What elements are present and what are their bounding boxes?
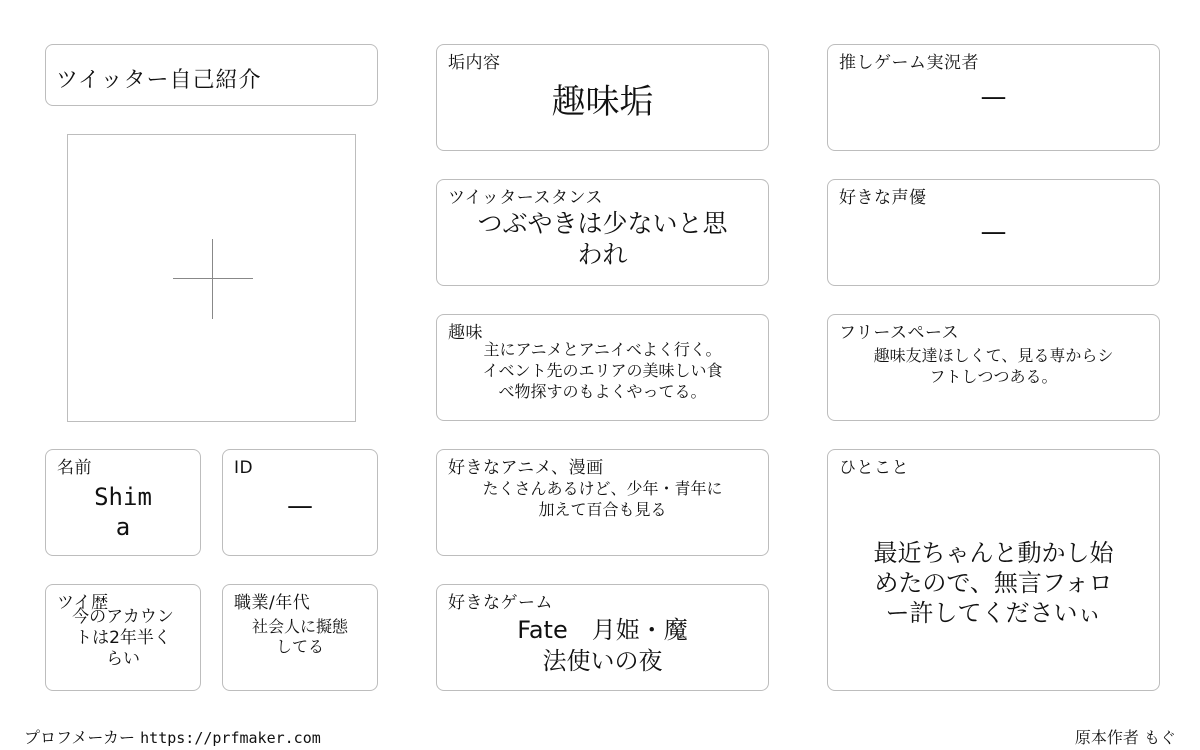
name-card: [45, 449, 201, 556]
occupation-card: [222, 584, 378, 691]
favorite-streamer-label: 推しゲーム実況者: [839, 53, 979, 73]
comment-card: [827, 449, 1160, 691]
twitter-history-card: [45, 584, 201, 691]
twitter-stance-card: [436, 179, 769, 286]
account-content-card: [436, 44, 769, 151]
favorite-voice-actor-card: [827, 179, 1160, 286]
footer-brand-name: プロフメーカー: [24, 728, 136, 747]
plus-icon: [212, 239, 213, 319]
hobby-label: 趣味: [448, 323, 483, 343]
comment-value: 最近ちゃんと動かし始 めたので、無言フォロ ー許してくださいぃ: [873, 539, 1114, 627]
favorite-game-card: [436, 584, 769, 691]
free-space-value: 趣味友達ほしくて、見る専からシ フトしつつある。: [873, 346, 1114, 386]
favorite-streamer-value: —: [980, 82, 1007, 112]
id-card: [222, 449, 378, 556]
avatar-image-placeholder[interactable]: [67, 134, 356, 422]
favorite-voice-actor-label: 好きな声優: [839, 188, 927, 208]
hobby-card: [436, 314, 769, 421]
title-card: [45, 44, 378, 106]
id-value: —: [287, 491, 313, 521]
account-content-value: 趣味垢: [551, 82, 654, 122]
favorite-anime-label: 好きなアニメ、漫画: [448, 458, 604, 478]
favorite-voice-actor-value: —: [980, 217, 1007, 247]
twitter-stance-label: ツイッタースタンス: [448, 188, 603, 208]
twitter-stance-value: つぶやきは少ないと思 われ: [477, 209, 728, 269]
twitter-history-label: ツイ歴: [57, 593, 109, 613]
plus-icon: [173, 278, 253, 279]
occupation-label: 職業/年代: [234, 593, 311, 613]
twitter-history-value: 今のアカウン トは2年半く らい: [72, 607, 174, 669]
id-label: ID: [234, 458, 254, 478]
account-content-label: 垢内容: [448, 53, 501, 73]
footer-brand: [24, 725, 321, 748]
favorite-anime-card: [436, 449, 769, 556]
footer-url-link[interactable]: https://prfmaker.com: [140, 729, 321, 747]
hobby-value: 主にアニメとアニイベよく行く。 イベント先のエリアの美味しい食 べ物探すのもよくやってる。: [482, 340, 723, 401]
favorite-game-value: Fate 月姫・魔 法使いの夜: [517, 616, 688, 675]
name-label: 名前: [57, 458, 92, 478]
free-space-card: [827, 314, 1160, 421]
favorite-game-label: 好きなゲーム: [448, 593, 553, 613]
comment-label: ひとこと: [839, 458, 909, 478]
free-space-label: フリースペース: [839, 323, 960, 343]
favorite-streamer-card: [827, 44, 1160, 151]
footer-credit: 原本作者 もぐ: [1074, 728, 1176, 747]
page-title: ツイッター自己紹介: [56, 68, 262, 93]
occupation-value: 社会人に擬態 してる: [251, 617, 348, 656]
favorite-anime-value: たくさんあるけど、少年・青年に 加えて百合も見る: [482, 479, 723, 519]
name-value: Shim a: [94, 483, 152, 541]
